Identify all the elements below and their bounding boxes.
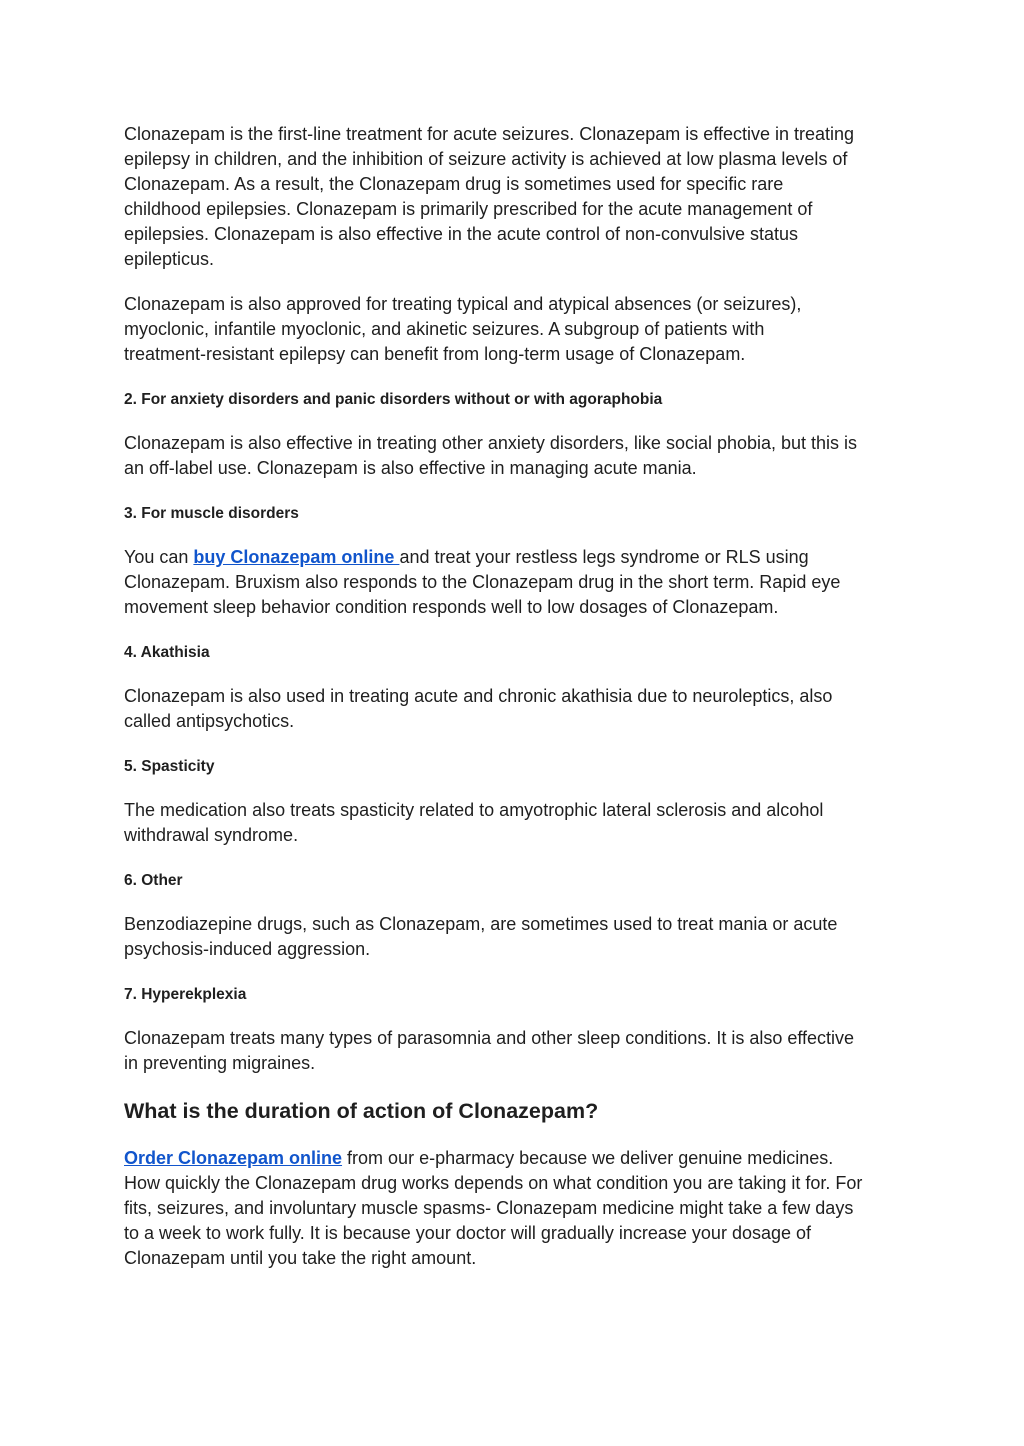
line-suffix: from our e-pharmacy because we deliver genuine medicines. <box>342 1148 834 1168</box>
text-line: in preventing migraines. <box>124 1053 316 1073</box>
buy-clonazepam-link[interactable]: buy Clonazepam online <box>193 547 400 567</box>
text-line: to a week to work fully. It is because your doctor will gradually increase your dosage of <box>124 1223 812 1243</box>
text-line: called antipsychotics. <box>124 711 295 731</box>
text-line: an off-label use. Clonazepam is also effective in managing acute mania. <box>124 458 697 478</box>
hyperekplexia-paragraph <box>124 1026 910 1076</box>
text-line: childhood epilepsies. Clonazepam is primarily prescribed for the acute management of <box>124 199 813 219</box>
line-prefix: You can <box>124 547 194 567</box>
duration-heading: What is the duration of action of Clonazepam? <box>124 1099 599 1123</box>
text-line: Clonazepam is also approved for treating typical and atypical absences (or seizures), <box>124 294 802 314</box>
text-line <box>124 545 910 570</box>
text-line: epilepsies. Clonazepam is also effective in the acute control of non-convulsive status <box>124 224 799 244</box>
text-line: Clonazepam is also effective in treating other anxiety disorders, like social phobia, but this is <box>124 433 858 453</box>
akathisia-paragraph <box>124 684 910 734</box>
text-line: How quickly the Clonazepam drug works depends on what condition you are taking it for. For <box>124 1173 863 1193</box>
text-line: myoclonic, infantile myoclonic, and akinetic seizures. A subgroup of patients with <box>124 319 765 339</box>
text-line: fits, seizures, and involuntary muscle spasms- Clonazepam medicine might take a few days <box>124 1198 854 1218</box>
text-line: The medication also treats spasticity related to amyotrophic lateral sclerosis and alcohol <box>124 800 824 820</box>
text-line <box>124 1146 910 1171</box>
document-page <box>124 122 910 1291</box>
anxiety-paragraph <box>124 431 910 481</box>
hyperekplexia-heading: 7. Hyperekplexia <box>124 986 247 1003</box>
text-line: Clonazepam is the first-line treatment for acute seizures. Clonazepam is effective in treating <box>124 124 855 144</box>
other-paragraph <box>124 912 910 962</box>
intro-paragraph-1 <box>124 122 910 272</box>
line-suffix: and treat your restless legs syndrome or RLS using <box>399 547 809 567</box>
muscle-paragraph <box>124 545 910 620</box>
spasticity-heading: 5. Spasticity <box>124 758 215 775</box>
order-clonazepam-link[interactable]: Order Clonazepam online <box>124 1148 343 1168</box>
text-line: psychosis-induced aggression. <box>124 939 371 959</box>
text-line: withdrawal syndrome. <box>124 825 299 845</box>
intro-paragraph-2 <box>124 292 910 367</box>
text-line: Clonazepam. Bruxism also responds to the Clonazepam drug in the short term. Rapid eye <box>124 572 841 592</box>
text-line: Clonazepam. As a result, the Clonazepam drug is sometimes used for specific rare <box>124 174 784 194</box>
other-heading: 6. Other <box>124 872 183 889</box>
text-line: Clonazepam is also used in treating acute and chronic akathisia due to neuroleptics, also <box>124 686 833 706</box>
text-line: epilepsy in children, and the inhibition of seizure activity is achieved at low plasma levels of <box>124 149 848 169</box>
text-line: movement sleep behavior condition responds well to low dosages of Clonazepam. <box>124 597 779 617</box>
anxiety-heading: 2. For anxiety disorders and panic disorders without or with agoraphobia <box>124 391 663 408</box>
text-line: Clonazepam treats many types of parasomnia and other sleep conditions. It is also effective <box>124 1028 855 1048</box>
duration-paragraph <box>124 1146 910 1271</box>
spasticity-paragraph <box>124 798 910 848</box>
text-line: Clonazepam until you take the right amount. <box>124 1248 477 1268</box>
text-line: epilepticus. <box>124 249 215 269</box>
muscle-heading: 3. For muscle disorders <box>124 505 299 522</box>
text-line: treatment-resistant epilepsy can benefit from long-term usage of Clonazepam. <box>124 344 746 364</box>
akathisia-heading: 4. Akathisia <box>124 644 210 661</box>
text-line: Benzodiazepine drugs, such as Clonazepam, are sometimes used to treat mania or acute <box>124 914 838 934</box>
